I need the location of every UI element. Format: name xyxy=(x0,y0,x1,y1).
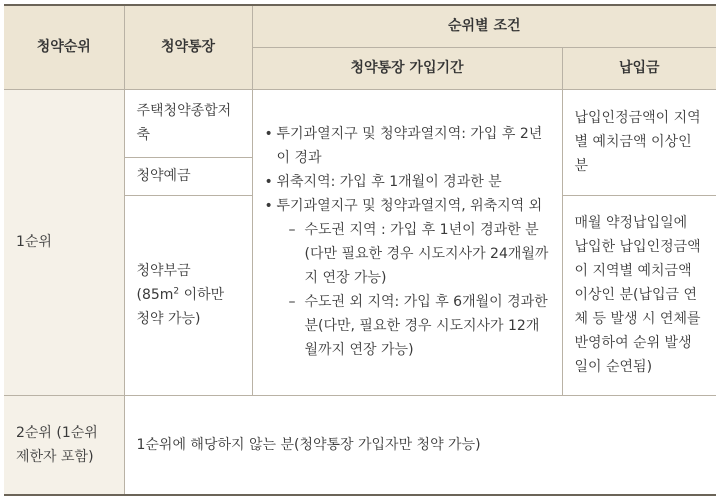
header-payment: 납입금 xyxy=(562,47,716,89)
account-savings-name: 청약부금 xyxy=(136,263,191,279)
header-conditions: 순위별 조건 xyxy=(252,5,716,47)
account-savings xyxy=(124,195,252,395)
period-item xyxy=(265,194,550,362)
subscription-rank-table xyxy=(4,4,716,496)
payment-bottom: 매월 약정납입일에 납입한 납입인정금액이 지역별 예치금액 이상인 분(납입금 연체 등 발생 시 연체를 반영하여 순위 발생일이 순연됨) xyxy=(562,195,716,395)
rank2-description: 1순위에 해당하지 않는 분(청약통장 가입자만 청약 가능) xyxy=(124,395,716,495)
period-sublist xyxy=(277,218,550,362)
header-rank: 청약순위 xyxy=(4,5,124,89)
account-deposit: 청약예금 xyxy=(124,157,252,195)
period-subitem: – 수도권 외 지역: 가입 후 6개월이 경과한 분(다만, 필요한 경우 시도지사가 12개월까지 연장 가능) xyxy=(277,290,550,362)
period-item-text: 투기과열지구 및 청약과열지역, 위축지역 외 xyxy=(276,198,543,214)
period-subitem: – 수도권 지역 : 가입 후 1년이 경과한 분(다만 필요한 경우 시도지사가 24개월까지 연장 가능) xyxy=(277,218,550,290)
rank1-period-cell xyxy=(252,89,562,395)
header-account: 청약통장 xyxy=(124,5,252,89)
rank1-label: 1순위 xyxy=(4,89,124,395)
payment-top: 납입인정금액이 지역별 예치금액 이상인 분 xyxy=(562,89,716,195)
account-savings-detail: ($85m^2$ 이하만 청약 가능) xyxy=(136,286,225,327)
account-comprehensive: 주택청약종합저축 xyxy=(124,89,252,157)
period-list xyxy=(265,122,550,362)
period-item: • 위축지역: 가입 후 1개월이 경과한 분 xyxy=(265,170,550,194)
header-period: 청약통장 가입기간 xyxy=(252,47,562,89)
period-item: • 투기과열지구 및 청약과열지역: 가입 후 2년이 경과 xyxy=(265,122,550,170)
rank2-label: 2순위 (1순위 제한자 포함) xyxy=(4,395,124,495)
